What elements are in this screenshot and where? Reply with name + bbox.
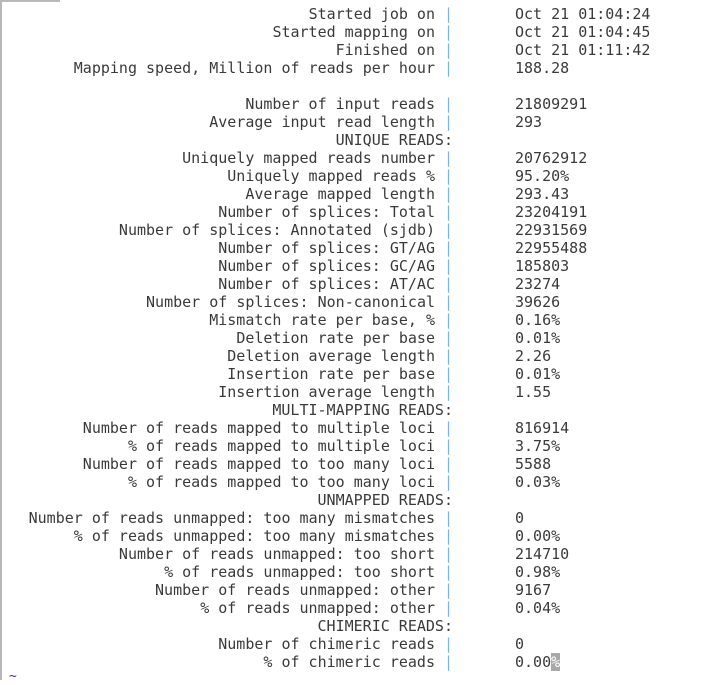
section-title: CHIMERIC READS: — [317, 617, 453, 635]
stat-value — [515, 383, 551, 401]
stat-value-text: 23204191 — [515, 203, 588, 221]
stat-row — [0, 329, 728, 347]
stat-label: Number of reads unmapped: other — [155, 581, 435, 599]
column-separator: | — [444, 365, 454, 383]
stat-value-text: 0.03% — [515, 473, 561, 491]
section-title: UNMAPPED READS: — [317, 491, 453, 509]
stat-value — [515, 563, 560, 581]
stat-row — [0, 59, 728, 77]
window-frame-top — [0, 0, 60, 2]
stat-row — [0, 149, 728, 167]
stat-value — [515, 275, 560, 293]
stat-label: Average input read length — [209, 113, 435, 131]
column-separator: | — [444, 275, 454, 293]
stat-label: Number of input reads — [245, 95, 435, 113]
stat-row — [0, 635, 728, 653]
stat-value-text: 0.16% — [515, 311, 561, 329]
stat-row — [0, 563, 728, 581]
stat-label: % of reads mapped to multiple loci — [127, 437, 435, 455]
stat-row — [0, 257, 728, 275]
stat-row — [0, 455, 728, 473]
column-separator: | — [444, 167, 454, 185]
column-separator: | — [444, 527, 454, 545]
stat-row — [0, 599, 728, 617]
stat-row — [0, 41, 728, 59]
stat-row — [0, 293, 728, 311]
section-title: MULTI-MAPPING READS: — [272, 401, 453, 419]
section-title: UNIQUE READS: — [335, 131, 453, 149]
stat-label: % of chimeric reads — [263, 653, 435, 671]
stat-row — [0, 383, 728, 401]
column-separator: | — [444, 653, 454, 671]
column-separator: | — [444, 455, 454, 473]
stat-value — [515, 221, 587, 239]
stat-label: Number of reads mapped to multiple loci — [82, 419, 435, 437]
stat-value-text: 0.00% — [515, 527, 561, 545]
stat-label: Number of splices: Annotated (sjdb) — [118, 221, 435, 239]
column-separator: | — [444, 635, 454, 653]
stat-label: Number of reads mapped to too many loci — [82, 455, 435, 473]
stat-value-text: 5588 — [515, 455, 552, 473]
stat-value-text: 185803 — [515, 257, 570, 275]
stat-row — [0, 221, 728, 239]
stat-value — [515, 59, 569, 77]
column-separator: | — [444, 563, 454, 581]
stat-label: Started job on — [308, 5, 435, 23]
stat-label: Uniquely mapped reads number — [182, 149, 435, 167]
column-separator: | — [444, 383, 454, 401]
stat-value-text: 23274 — [515, 275, 561, 293]
stat-value-text: Oct 21 01:11:42 — [515, 41, 651, 59]
stat-value — [515, 509, 524, 527]
column-separator: | — [444, 59, 454, 77]
stat-value — [515, 95, 587, 113]
stat-value — [515, 113, 542, 131]
stat-value-text: 293.43 — [515, 185, 570, 203]
stat-value — [515, 149, 587, 167]
stat-label: Number of splices: Non-canonical — [146, 293, 435, 311]
stat-label: Number of splices: GT/AG — [218, 239, 435, 257]
column-separator: | — [444, 185, 454, 203]
column-separator: | — [444, 203, 454, 221]
stat-label: Number of reads unmapped: too short — [118, 545, 435, 563]
stat-label: Mapping speed, Million of reads per hour — [73, 59, 435, 77]
stat-row — [0, 419, 728, 437]
stat-label: Number of reads unmapped: too many mismatches — [28, 509, 435, 527]
stat-label: % of reads unmapped: too many mismatches — [73, 527, 435, 545]
column-separator: | — [444, 23, 454, 41]
stat-value — [515, 41, 650, 59]
stat-row — [0, 167, 728, 185]
stat-value-text: 0 — [515, 509, 525, 527]
stat-label: Deletion average length — [227, 347, 435, 365]
stat-label: Average mapped length — [245, 185, 435, 203]
stat-value-text: 1.55 — [515, 383, 552, 401]
column-separator: | — [444, 545, 454, 563]
stat-value — [515, 185, 569, 203]
stat-label: % of reads unmapped: other — [200, 599, 435, 617]
stat-label: Number of splices: Total — [218, 203, 435, 221]
blank-line — [0, 77, 728, 95]
empty-line-marker: ~ — [9, 669, 17, 684]
stat-value — [515, 329, 560, 347]
terminal-text-view[interactable] — [0, 5, 728, 671]
column-separator: | — [444, 581, 454, 599]
stat-value — [515, 653, 560, 671]
stat-value-text: 0 — [515, 635, 525, 653]
section-header — [0, 401, 728, 419]
stat-value-text: 9167 — [515, 581, 552, 599]
section-header — [0, 131, 728, 149]
stat-value — [515, 167, 569, 185]
column-separator: | — [444, 221, 454, 239]
column-separator: | — [444, 509, 454, 527]
column-separator: | — [444, 5, 454, 23]
stat-value-text: 21809291 — [515, 95, 588, 113]
stat-row — [0, 95, 728, 113]
stat-value — [515, 599, 560, 617]
stat-value-text: 2.26 — [515, 347, 552, 365]
text-cursor: % — [551, 653, 561, 671]
stat-row — [0, 581, 728, 599]
stat-value-text: 188.28 — [515, 59, 570, 77]
stat-row — [0, 113, 728, 131]
stat-row — [0, 473, 728, 491]
stat-value — [515, 545, 569, 563]
stat-value-text: 293 — [515, 113, 543, 131]
stat-row — [0, 185, 728, 203]
stat-value-text: 39626 — [515, 293, 561, 311]
stat-row — [0, 545, 728, 563]
stat-value-text: 0.04% — [515, 599, 561, 617]
stat-value — [515, 203, 587, 221]
stat-value — [515, 311, 560, 329]
column-separator: | — [444, 437, 454, 455]
column-separator: | — [444, 257, 454, 275]
stat-value — [515, 239, 587, 257]
column-separator: | — [444, 293, 454, 311]
stat-value-text: 0.01% — [515, 365, 561, 383]
stat-row — [0, 5, 728, 23]
stat-label: % of reads unmapped: too short — [164, 563, 435, 581]
stat-value — [515, 581, 551, 599]
stat-row — [0, 203, 728, 221]
stat-value-text: 3.75% — [515, 437, 561, 455]
stat-value-text: Oct 21 01:04:24 — [515, 5, 651, 23]
stat-value — [515, 527, 560, 545]
stat-label: Insertion average length — [218, 383, 435, 401]
stat-value — [515, 437, 560, 455]
stat-row — [0, 437, 728, 455]
stat-label: Finished on — [335, 41, 435, 59]
stat-row — [0, 653, 728, 671]
column-separator: | — [444, 473, 454, 491]
stat-label: Number of splices: AT/AC — [218, 275, 435, 293]
stat-row — [0, 239, 728, 257]
stat-value-text: 22955488 — [515, 239, 588, 257]
stat-label: Insertion rate per base — [227, 365, 435, 383]
stat-value-text: 0.01% — [515, 329, 561, 347]
column-separator: | — [444, 599, 454, 617]
stat-label: Number of splices: GC/AG — [218, 257, 435, 275]
section-header — [0, 617, 728, 635]
stat-value — [515, 365, 560, 383]
stat-row — [0, 509, 728, 527]
stat-value-text: 20762912 — [515, 149, 588, 167]
stat-row — [0, 311, 728, 329]
column-separator: | — [444, 347, 454, 365]
stat-label: Number of chimeric reads — [218, 635, 435, 653]
stat-value-text: 22931569 — [515, 221, 588, 239]
stat-label: Uniquely mapped reads % — [227, 167, 435, 185]
column-separator: | — [444, 41, 454, 59]
column-separator: | — [444, 419, 454, 437]
stat-value — [515, 293, 560, 311]
column-separator: | — [444, 149, 454, 167]
stat-row — [0, 347, 728, 365]
stat-value — [515, 347, 551, 365]
stat-value-text: 0.00 — [515, 653, 552, 671]
stat-value-text: 214710 — [515, 545, 570, 563]
column-separator: | — [444, 95, 454, 113]
stat-value-text: 816914 — [515, 419, 570, 437]
column-separator: | — [444, 311, 454, 329]
stat-value — [515, 23, 650, 41]
column-separator: | — [444, 329, 454, 347]
stat-value — [515, 257, 569, 275]
stat-value — [515, 473, 560, 491]
stat-label: Deletion rate per base — [236, 329, 435, 347]
stat-value — [515, 635, 524, 653]
column-separator: | — [444, 239, 454, 257]
section-header — [0, 491, 728, 509]
stat-label: Mismatch rate per base, % — [209, 311, 435, 329]
stat-row — [0, 365, 728, 383]
stat-row — [0, 527, 728, 545]
stat-value — [515, 419, 569, 437]
stat-row — [0, 23, 728, 41]
stat-value — [515, 455, 551, 473]
stat-label: % of reads mapped to too many loci — [127, 473, 435, 491]
stat-value — [515, 5, 650, 23]
stat-value-text: 95.20% — [515, 167, 570, 185]
stat-row — [0, 275, 728, 293]
stat-label: Started mapping on — [272, 23, 435, 41]
stat-value-text: 0.98% — [515, 563, 561, 581]
column-separator: | — [444, 113, 454, 131]
stat-value-text: Oct 21 01:04:45 — [515, 23, 651, 41]
